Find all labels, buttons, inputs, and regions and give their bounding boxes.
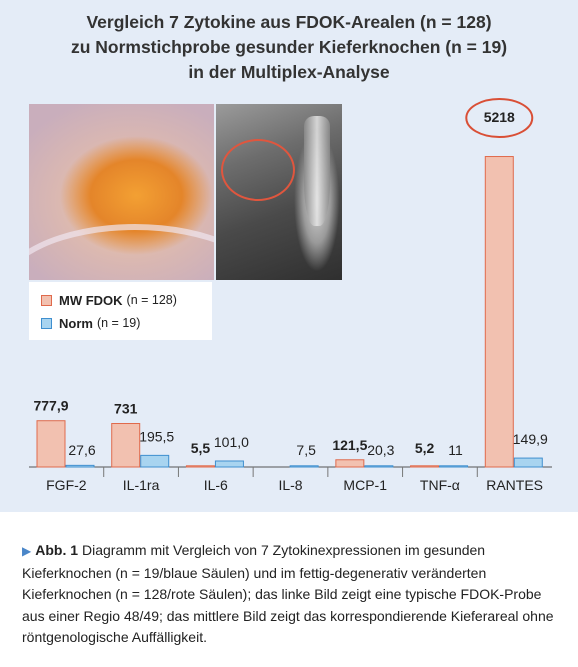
data-label-norm-TNF-α: 11 <box>448 442 463 458</box>
data-label-norm-MCP-1: 20,3 <box>367 442 395 458</box>
chart-title-line-3: in der Multiplex-Analyse <box>188 62 390 82</box>
data-label-norm-IL-6: 101,0 <box>213 433 249 450</box>
bar-norm-RANTES <box>514 458 542 467</box>
figure-caption <box>22 540 562 649</box>
chart-title-line-1: Vergleich 7 Zytokine aus FDOK-Arealen (n = 128) <box>86 12 492 32</box>
data-label-norm-FGF-2: 27,6 <box>68 442 96 458</box>
legend-label-norm: Norm <box>59 315 93 331</box>
caption-triangle-icon: ▶ <box>22 544 32 558</box>
data-label-fdok-FGF-2: 777,9 <box>33 397 69 414</box>
bar-fdok-MCP-1 <box>336 460 364 467</box>
bar-fdok-IL-1ra <box>112 424 140 467</box>
bar-fdok-TNF-α <box>411 466 439 467</box>
caption-label: Abb. 1 <box>35 542 79 558</box>
bar-fdok-IL-6 <box>186 466 214 467</box>
x-tick-label-MCP-1: MCP-1 <box>343 477 387 493</box>
bar-norm-IL-1ra <box>141 455 169 467</box>
x-tick-label-IL-6: IL-6 <box>203 477 228 493</box>
data-label-norm-IL-8: 7,5 <box>296 442 316 458</box>
bar-norm-IL-8 <box>290 466 318 467</box>
bar-fdok-FGF-2 <box>37 421 65 467</box>
legend-note-fdok: (n = 128) <box>126 293 177 307</box>
data-label-norm-IL-1ra: 195,5 <box>139 428 175 445</box>
caption-text: Diagramm mit Vergleich von 7 Zytokinexpressionen im gesunden Kieferknochen (n = 19/blaue Säulen) und im fettig-degenerativ veränderten Kieferknochen (n = 128/rote Säulen); das linke Bild zeigt eine typische FDOK-Probe aus einer Regio 48/49; das mittlere Bild zeigt das korrespondierende Kieferareal ohne röntgenologische Auffälligkeit. <box>22 542 554 645</box>
bar-norm-FGF-2 <box>66 465 94 467</box>
data-label-fdok-RANTES: 5218 <box>483 109 515 125</box>
x-tick-label-FGF-2: FGF-2 <box>46 477 87 493</box>
bar-fdok-RANTES <box>485 157 513 467</box>
x-tick-label-IL-8: IL-8 <box>278 477 303 493</box>
bar-norm-TNF-α <box>440 466 468 467</box>
data-label-fdok-MCP-1: 121,5 <box>332 436 368 453</box>
x-tick-label-TNF-α: TNF-α <box>419 477 460 493</box>
bar-norm-IL-6 <box>215 461 243 467</box>
x-tick-label-RANTES: RANTES <box>486 477 544 493</box>
bar-norm-MCP-1 <box>365 466 393 467</box>
x-tick-label-IL-1ra: IL-1ra <box>122 477 160 493</box>
legend-note-norm: (n = 19) <box>96 316 141 330</box>
legend-label-fdok: MW FDOK <box>59 292 123 308</box>
data-label-norm-RANTES: 149,9 <box>512 431 548 448</box>
chart-title-line-2: zu Normstichprobe gesunder Kieferknochen (n = 19) <box>70 37 508 57</box>
data-label-fdok-TNF-α: 5,2 <box>414 440 435 456</box>
data-label-fdok-IL-1ra: 731 <box>114 400 138 417</box>
data-label-fdok-IL-6: 5,5 <box>190 440 211 456</box>
